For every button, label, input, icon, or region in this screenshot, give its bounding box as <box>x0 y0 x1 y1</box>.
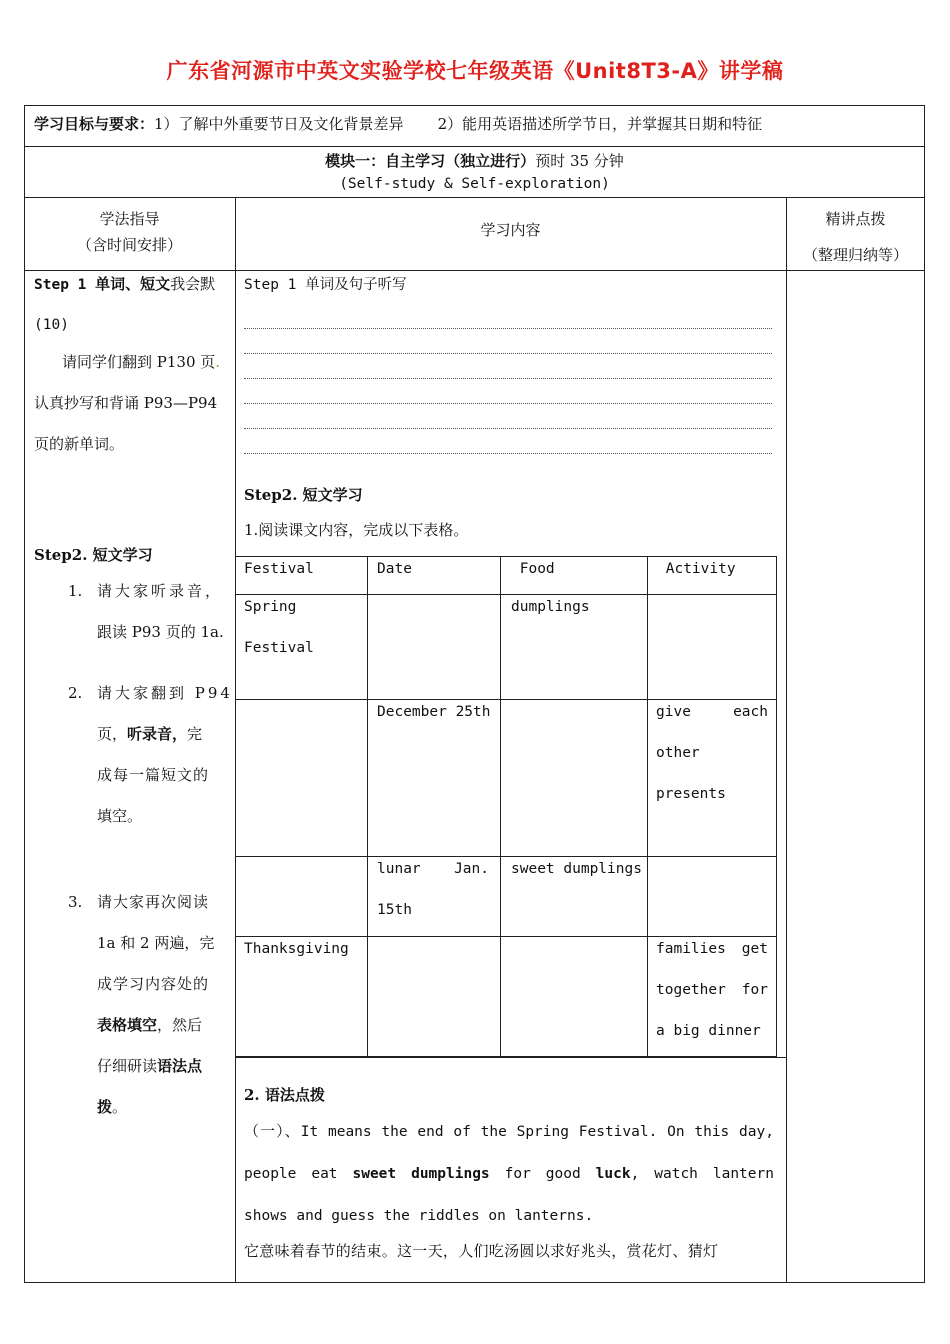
module-subtitle: (Self-study & Self-exploration) <box>339 176 610 192</box>
table-col-line-2 <box>500 556 501 1057</box>
guide-step1-text1: 请同学们翻到 P130 页. <box>62 353 221 371</box>
guide-item2-line1: 请大家翻到 P94 <box>97 684 233 702</box>
table-cell-festival: Spring Festival <box>244 599 314 656</box>
content-step2-instruction: 1.阅读课文内容，完成以下表格。 <box>244 521 469 539</box>
document-title: 广东省河源市中英文实验学校七年级英语《Unit8T3-A》讲学稿 <box>166 59 784 83</box>
guide-step2-title: Step2. 短文学习 <box>34 546 153 564</box>
guide-item3-line5: 仔细研读语法点 <box>97 1057 203 1075</box>
module-title-bold: 模块一：自主学习（独立进行） <box>325 152 536 170</box>
table-header-date: Date <box>377 561 412 577</box>
dictation-line-4[interactable] <box>244 403 772 404</box>
festival-table <box>235 556 777 1057</box>
header-notes-line1: 精讲点拨 <box>825 210 886 228</box>
guide-item1-line2: 跟读 P93 页的 1a. <box>97 623 224 641</box>
objective-2: 2）能用英语描述所学节日，并掌握其日期和特征 <box>437 115 763 133</box>
header-notes-line2: （整理归纳等） <box>802 246 908 264</box>
content-step1-title: Step 1 单词及句子听写 <box>244 277 407 293</box>
guide-item3-line3: 成学习内容处的 <box>97 975 210 993</box>
col-divider-2 <box>786 197 787 1283</box>
table-cell-date: lunar Jan. 15th <box>377 861 498 918</box>
table-cell-festival: Thanksgiving <box>244 941 349 957</box>
dictation-line-2[interactable] <box>244 353 772 354</box>
table-cell-food: dumplings <box>511 599 590 615</box>
rule-after-table <box>235 1057 786 1058</box>
objectives-label: 学习目标与要求： <box>34 115 155 133</box>
objectives-row <box>34 113 762 134</box>
table-cell-activity: give each other presents <box>656 704 777 802</box>
table-header-activity: Activity <box>657 561 736 577</box>
header-content: 学习内容 <box>480 221 541 239</box>
table-cell-activity: families get together for a big dinner <box>656 941 777 1039</box>
guide-step1-title: Step 1 单词、短文我会默 <box>34 275 216 293</box>
grammar-paragraph: （一）、It means the end of the Spring Festival. On this day, people eat sweet dumplings for good luck, watch lantern shows and guess the riddles on lanterns. <box>244 1122 774 1224</box>
guide-item3-line4: 表格填空，然后 <box>97 1016 203 1034</box>
module-title <box>24 150 925 171</box>
table-header-festival: Festival <box>244 561 314 577</box>
dictation-line-5[interactable] <box>244 428 772 429</box>
dictation-line-6[interactable] <box>244 453 772 454</box>
grammar-translation: 它意味着春节的结束。这一天，人们吃汤圆以求好兆头，赏花灯、猜灯 <box>244 1242 719 1260</box>
guide-item1-line1: 请大家听录音， <box>97 582 224 600</box>
guide-item3-num: 3. <box>68 893 83 911</box>
table-cell-date: December 25th <box>377 704 491 720</box>
guide-step1-count: (10) <box>34 317 69 333</box>
table-cell-food: sweet dumplings <box>511 861 642 877</box>
grammar-title: 2. 语法点拨 <box>244 1086 325 1104</box>
header-guide-line2: （含时间安排） <box>76 236 182 254</box>
table-col-line-1 <box>367 556 368 1057</box>
module-time: 预时 35 分钟 <box>535 152 624 170</box>
guide-step1-text3: 页的新单词。 <box>34 435 125 453</box>
table-row-line-3 <box>235 856 777 857</box>
guide-step1-text2: 认真抄写和背诵 P93—P94 <box>34 394 218 412</box>
guide-item2-line2: 页，听录音，完 <box>97 725 203 743</box>
guide-item3-line6: 拨。 <box>97 1098 128 1116</box>
dictation-line-1[interactable] <box>244 328 772 329</box>
dictation-line-3[interactable] <box>244 378 772 379</box>
guide-item2-line4: 填空。 <box>97 807 143 825</box>
rule-objectives <box>24 146 925 147</box>
guide-item3-line2: 1a 和 2 两遍，完 <box>97 934 215 952</box>
table-col-line-3 <box>647 556 648 1057</box>
guide-item2-line3: 成每一篇短文的 <box>97 766 210 784</box>
guide-item3-line1: 请大家再次阅读 <box>97 893 210 911</box>
guide-item1-num: 1. <box>68 582 83 600</box>
header-guide <box>24 206 235 258</box>
table-header-food: Food <box>511 561 555 577</box>
header-guide-line1: 学法指导 <box>99 210 160 228</box>
objective-1: 1）了解中外重要节日及文化背景差异 <box>154 115 404 133</box>
guide-item2-num: 2. <box>68 684 83 702</box>
header-notes <box>786 201 925 273</box>
rule-module <box>24 197 925 198</box>
content-step2-title: Step2. 短文学习 <box>244 486 363 504</box>
